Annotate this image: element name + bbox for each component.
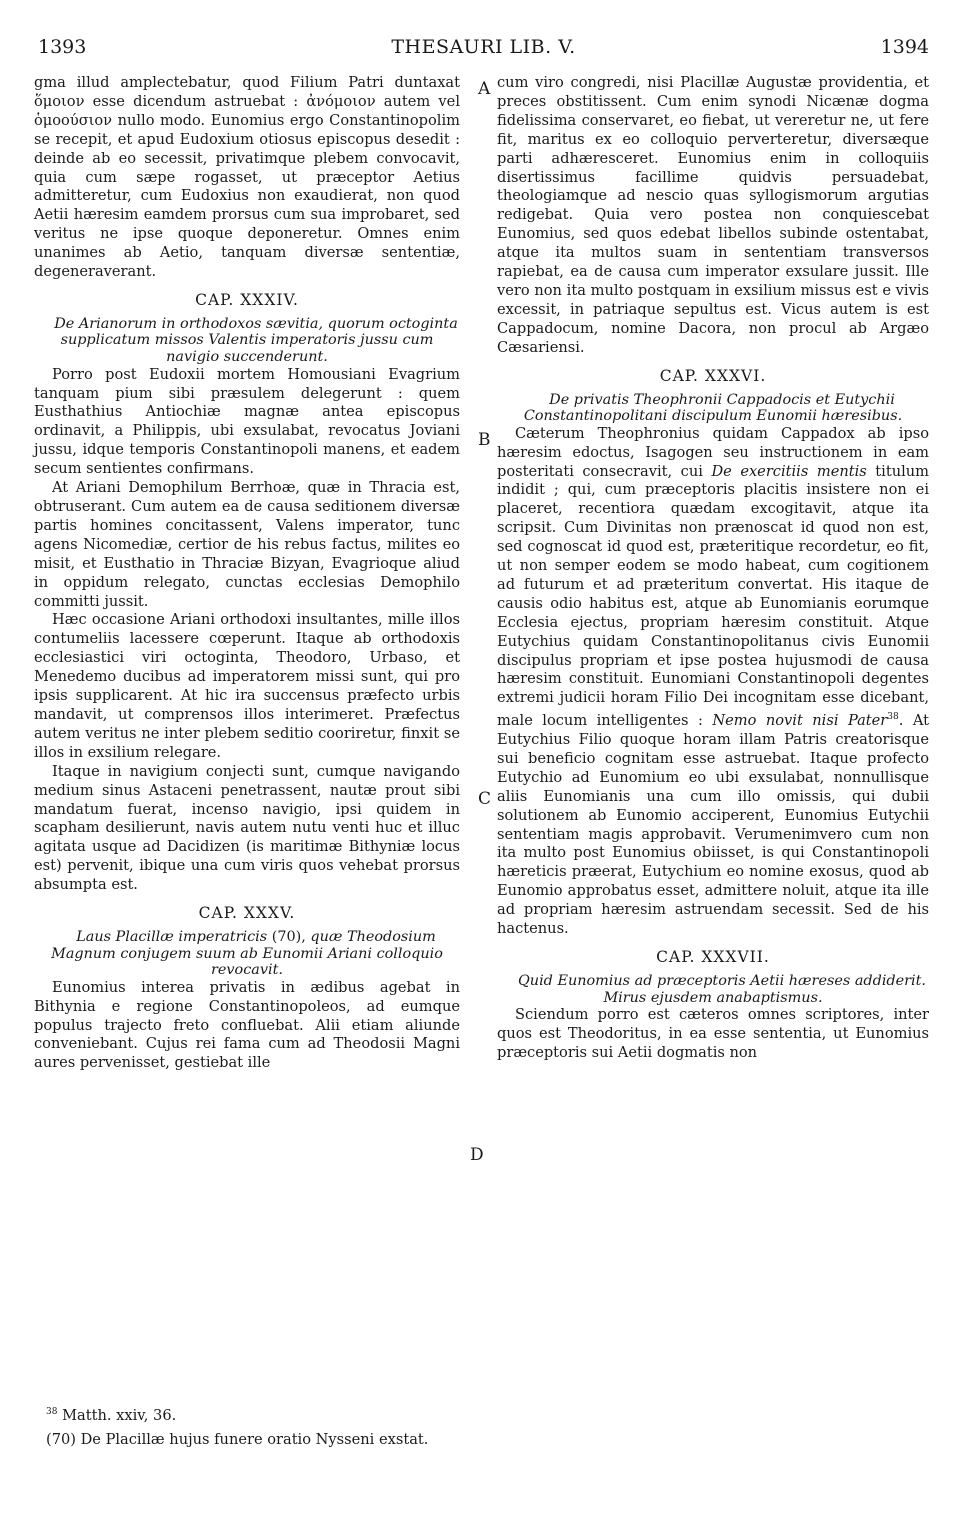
- paragraph: gma illud amplectebatur, quod Filium Patri duntaxat ὅμοιον esse dicendum astruebat : ἀνόμοιον autem vel ὁμοούσιον nullo modo. Eunomius ergo Constantinopolim se recepit, et apud Eudoxium otiosus episcopus desedit : deinde ab eo secessit, privatimque plebem convocavit, quia cum sæpe rogasset, ut præceptor Aetius admitteretur, cum Eudoxius non exaudierat, non quod Aetii hæresim eamdem prorsus cum sua improbaret, sed veritus ne ipse quoque deponeretur. Omnes enim unanimes ab Aetio, tanquam diversæ sententiæ, degeneraverant.: [34, 74, 460, 281]
- paragraph: Porro post Eudoxii mortem Homousiani Evagrium tanquam pium sibi præsulem delegerunt : quem Eusthathius Antiochiæ magnæ antea episcopus ordinavit, a Philippis, ubi exsulabat, revocatus Joviani jussu, idque temporis Constantinopoli manens, et eadem secum sentientes confirmans.: [34, 365, 460, 478]
- footnote-mark: 38: [46, 1407, 58, 1417]
- summary-text: Laus Placillæ imperatricis: [76, 928, 268, 945]
- summary-text: imperatoris jussu cum navigio succenderunt.: [166, 332, 434, 366]
- chapter-heading-36: CAP. XXXVI.: [659, 366, 767, 385]
- page-number-left: 1393: [38, 36, 87, 58]
- margin-marker-c: C: [478, 789, 492, 809]
- paragraph: Hæc occasione Ariani orthodoxi insultantes, mille illos contumeliis lacessere cœperunt. Itaque ab orthodoxis ecclesiastici viri octoginta, Theodoro, Urbaso, et Menedemo ducibus ad imperatorem missi sunt, qui pro ipsis supplicarent. At hic ira succensus præfecto urbis mandavit, ut comprensos illos interimeret. Præfectus autem veritus ne inter plebem seditio cooriretur, finxit se illos in exsilium relegare.: [34, 611, 460, 761]
- margin-marker-b: B: [478, 430, 491, 450]
- footnotes: [46, 1400, 428, 1452]
- paragraph: [497, 425, 929, 939]
- paragraph: Sciendum porro est cæteros omnes scriptores, inter quos est Theodoritus, in ea esse sententia, ut Eunomius præceptoris sui Aetii dogmatis non: [497, 1006, 929, 1061]
- page-number-right: 1394: [880, 36, 929, 58]
- text-run: . At Eutychius Filio quoque horam illam Patris creatorisque sui beneficio cognitam esse astruebat. Itaque profecto Eutychio ad Eunomium eo ubi exsulabat, nonnullisque aliis Eunomianis una cum illo omissis, qui dubii solutionem ab Eunomio acciperent, Eunomius Eutychii sententiam magis approbavit. Verumenimvero cum non ita multo post Eunomius obiisset, is qui Constantinopoli hæreticis præerat, Eutychium eo nomine exosus, quod ab Eunomio approbatus esset, admittere noluit, atque ita ille ad propriam hæresim astruendam secessit. Sed de his hactenus.: [497, 712, 929, 938]
- margin-marker-d: D: [470, 1145, 484, 1165]
- margin-marker-a: A: [478, 79, 491, 99]
- paragraph: At Ariani Demophilum Berrhoæ, quæ in Thracia est, obtruserant. Cum autem ea de causa seditionem diversæ partis homines concitassent, Valens imperator, tunc agens Nicomediæ, certior de his rebus factus, milites eo misit, et Eusthatio in Thraciæ Bizyan, Evagrioque aliud in oppidum relegato, cunctas ecclesias Demophilo committi jussit.: [34, 479, 460, 610]
- paragraph: cum viro congredi, nisi Placillæ Augustæ providentia, et preces obstitissent. Cum enim synodi Nicænæ dogma fidelissima conservaret, eo fiebat, ut vereretur ne, ut fere fit, maritus ex eo colloquio perverteretur, diversæque parti adhæresceret. Eunomius enim in colloquiis disertissimus facillime quidvis persuadebat, theologiamque ad nescio quas syllogismorum argutias redigebat. Quia vero postea non conquiescebat Eunomius, sed quos edebat libellos subinde ostentabat, atque ita multos suam in sententiam transversos rapiebat, ea de causa cum imperator exsulare jussit. Ille vero non ita multo postquam in exsilium missus est e vivis excessit, in patriaque sepultus est. Vicus autem is est Cappadocum, nomine Dacora, non procul ab Argæo Cæsariensi.: [497, 74, 929, 356]
- chapter-heading-35: CAP. XXXV.: [198, 904, 296, 923]
- running-title: THESAURI LIB. V.: [391, 36, 576, 58]
- left-column: [34, 74, 460, 1073]
- chapter-summary-34: [34, 316, 460, 366]
- book-title: De exercitiis mentis: [711, 462, 867, 480]
- paragraph: Itaque in navigium conjecti sunt, cumque navigando medium sinus Astaceni penetrassent, nautæ prout sibi mandatum fuerat, incenso navigio, ipsi quidem in scapham desilierunt, navis autem nutu venti huc et illuc agitata usque ad Dacidizen (is maritimæ Bithyniæ locus est) pervenit, ibique una cum viris quos vehebat prorsus absumpta est.: [34, 762, 460, 894]
- right-column: [497, 74, 929, 1063]
- summary-text: quæ Theodosium Magnum conjugem suum ab Eunomii Ariani colloquio revocavit.: [51, 928, 443, 979]
- chapter-heading-37: CAP. XXXVII.: [656, 948, 770, 967]
- chapter-summary-36: De privatis Theophronii Cappadocis et Eutychii Constantinopolitani discipulum Eunomii hæresibus.: [523, 391, 903, 425]
- scripture-quote: Nemo novit nisi Pater: [712, 712, 888, 730]
- text-run: titulum indidit ; qui, cum præceptoris placitis insistere non ei placeret, recentiora quædam excogitavit, atque ita scripsit. Cum Divinitas non prænoscat id quod non est, sed cognoscat id quod est, præteritique recordetur, eo fit, ut non semper eodem se modo habeat, cum cogitionem ad futurum et ad præteritum convertat. His itaque de causis odio habitus est, atque ab Eunomianis eorumque Ecclesia ejectus, propriam hæresim constituit. Atque Eutychius quidam Constantinopolitanus civis Eunomii discipulus propriam et ipse postea hujusmodi de causa hæresim constituit. Eunomiani Constantinopoli degentes extremi judicii horam Filio Dei incognitam esse dicebant, male locum intelligentes :: [497, 462, 929, 730]
- summary-name: Valentis: [208, 332, 267, 349]
- footnote-38: [46, 1400, 428, 1428]
- paragraph: Eunomius interea privatis in ædibus agebat in Bithynia e regione Constantinopoleos, ad eumque populus trajecto freto confluebat. Alii etiam aliunde conveniebant. Cujus rei fama cum ad Theodosii Magni aures pervenisset, gestiebat ille: [34, 978, 460, 1072]
- text-run: Cæterum Theophronius quidam Cappadox ab ipso hæresim edoctus, Isagogen seu instructionem in eam posteritati consecravit, cui: [497, 424, 929, 480]
- summary-text: De Arianorum in orthodoxos sævitia, quorum octoginta supplicatum missos: [54, 315, 458, 349]
- note-reference: (70),: [267, 928, 311, 945]
- footnote-text: Matth. xxiv, 36.: [62, 1406, 177, 1424]
- footnote-reference: 38: [887, 712, 899, 723]
- footnote-70: (70) De Placillæ hujus funere oratio Nysseni exstat.: [46, 1430, 429, 1448]
- chapter-heading-34: CAP. XXXIV.: [195, 290, 299, 309]
- chapter-summary-35: [34, 929, 460, 979]
- chapter-summary-37: Quid Eunomius ad præceptoris Aetii hæreses addiderit. Mirus ejusdem anabaptismus.: [518, 972, 926, 1006]
- running-header: [38, 36, 929, 62]
